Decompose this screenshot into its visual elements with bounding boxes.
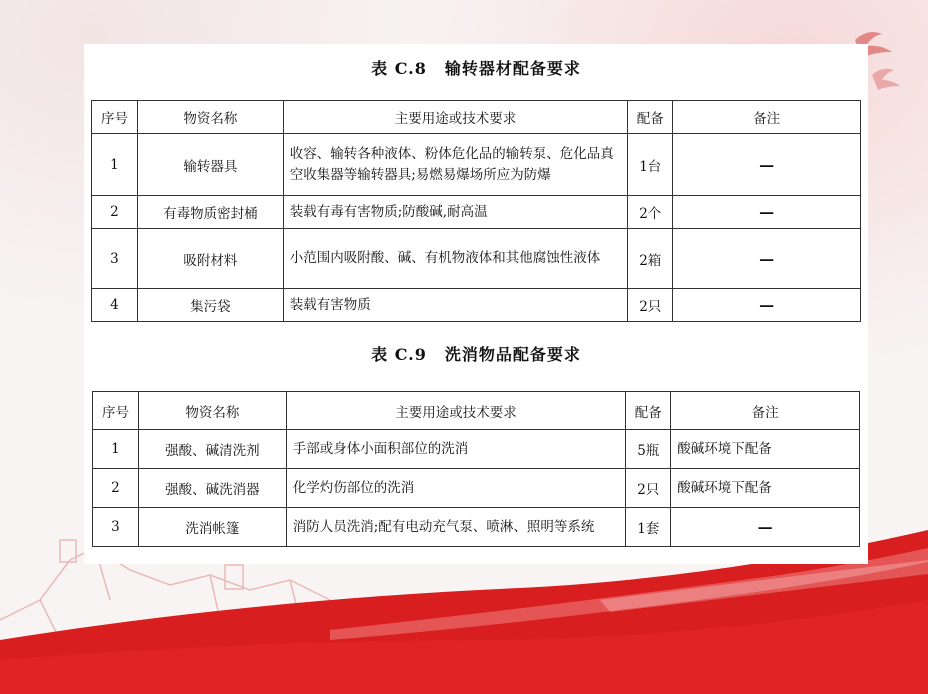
table-c9 bbox=[92, 391, 860, 547]
table-row bbox=[92, 289, 861, 322]
cell-qty: 2只 bbox=[628, 289, 673, 322]
document-panel bbox=[84, 44, 868, 564]
header-name: 物资名称 bbox=[137, 101, 283, 134]
header-desc: 主要用途或技术要求 bbox=[286, 392, 626, 430]
table-row bbox=[93, 508, 860, 547]
cell-note: — bbox=[673, 289, 861, 322]
cell-no: 2 bbox=[92, 196, 138, 229]
table2-caption bbox=[84, 342, 868, 365]
cell-desc: 收容、输转各种液体、粉体危化品的输转泵、危化品真空收集器等输转器具;易燃易爆场所应为防爆 bbox=[283, 134, 628, 196]
cell-qty: 1套 bbox=[626, 508, 671, 547]
header-name: 物资名称 bbox=[138, 392, 286, 430]
table2-title: 洗消物品配备要求 bbox=[444, 345, 581, 364]
header-note: 备注 bbox=[671, 392, 860, 430]
cell-name: 强酸、碱清洗剂 bbox=[138, 430, 286, 469]
cell-qty: 2箱 bbox=[628, 229, 673, 289]
table-row bbox=[93, 469, 860, 508]
cell-note: 酸碱环境下配备 bbox=[671, 469, 860, 508]
cell-name: 洗消帐篷 bbox=[138, 508, 286, 547]
cell-no: 1 bbox=[92, 134, 138, 196]
cell-qty: 2只 bbox=[626, 469, 671, 508]
cell-note: — bbox=[671, 508, 860, 547]
header-no: 序号 bbox=[93, 392, 139, 430]
header-qty: 配备 bbox=[626, 392, 671, 430]
table-header-row bbox=[92, 101, 861, 134]
cell-desc: 消防人员洗消;配有电动充气泵、喷淋、照明等系统 bbox=[286, 508, 626, 547]
table-row bbox=[92, 134, 861, 196]
cell-qty: 2个 bbox=[628, 196, 673, 229]
cell-name: 有毒物质密封桶 bbox=[137, 196, 283, 229]
table-row bbox=[92, 196, 861, 229]
cell-name: 输转器具 bbox=[137, 134, 283, 196]
cell-no: 3 bbox=[93, 508, 139, 547]
header-desc: 主要用途或技术要求 bbox=[283, 101, 628, 134]
table-row bbox=[93, 430, 860, 469]
table1-title: 输转器材配备要求 bbox=[444, 59, 581, 78]
cell-desc: 化学灼伤部位的洗消 bbox=[286, 469, 626, 508]
cell-no: 4 bbox=[92, 289, 138, 322]
cell-name: 吸附材料 bbox=[137, 229, 283, 289]
cell-name: 集污袋 bbox=[137, 289, 283, 322]
cell-note: — bbox=[673, 229, 861, 289]
header-note: 备注 bbox=[673, 101, 861, 134]
header-qty: 配备 bbox=[628, 101, 673, 134]
table1-caption bbox=[84, 56, 868, 79]
table-row bbox=[92, 229, 861, 289]
cell-desc: 小范围内吸附酸、碱、有机物液体和其他腐蚀性液体 bbox=[283, 229, 628, 289]
cell-qty: 1台 bbox=[628, 134, 673, 196]
cell-no: 3 bbox=[92, 229, 138, 289]
cell-note: — bbox=[673, 196, 861, 229]
cell-no: 2 bbox=[93, 469, 139, 508]
cell-desc: 手部或身体小面积部位的洗消 bbox=[286, 430, 626, 469]
table-header-row bbox=[93, 392, 860, 430]
cell-qty: 5瓶 bbox=[626, 430, 671, 469]
cell-no: 1 bbox=[93, 430, 139, 469]
header-no: 序号 bbox=[92, 101, 138, 134]
cell-note: — bbox=[673, 134, 861, 196]
cell-name: 强酸、碱洗消器 bbox=[138, 469, 286, 508]
table1-id: 表 C.8 bbox=[371, 59, 427, 78]
table2-id: 表 C.9 bbox=[371, 345, 427, 364]
table-c8 bbox=[91, 100, 861, 322]
cell-desc: 装载有害物质 bbox=[283, 289, 628, 322]
cell-desc: 装载有毒有害物质;防酸碱,耐高温 bbox=[283, 196, 628, 229]
cell-note: 酸碱环境下配备 bbox=[671, 430, 860, 469]
